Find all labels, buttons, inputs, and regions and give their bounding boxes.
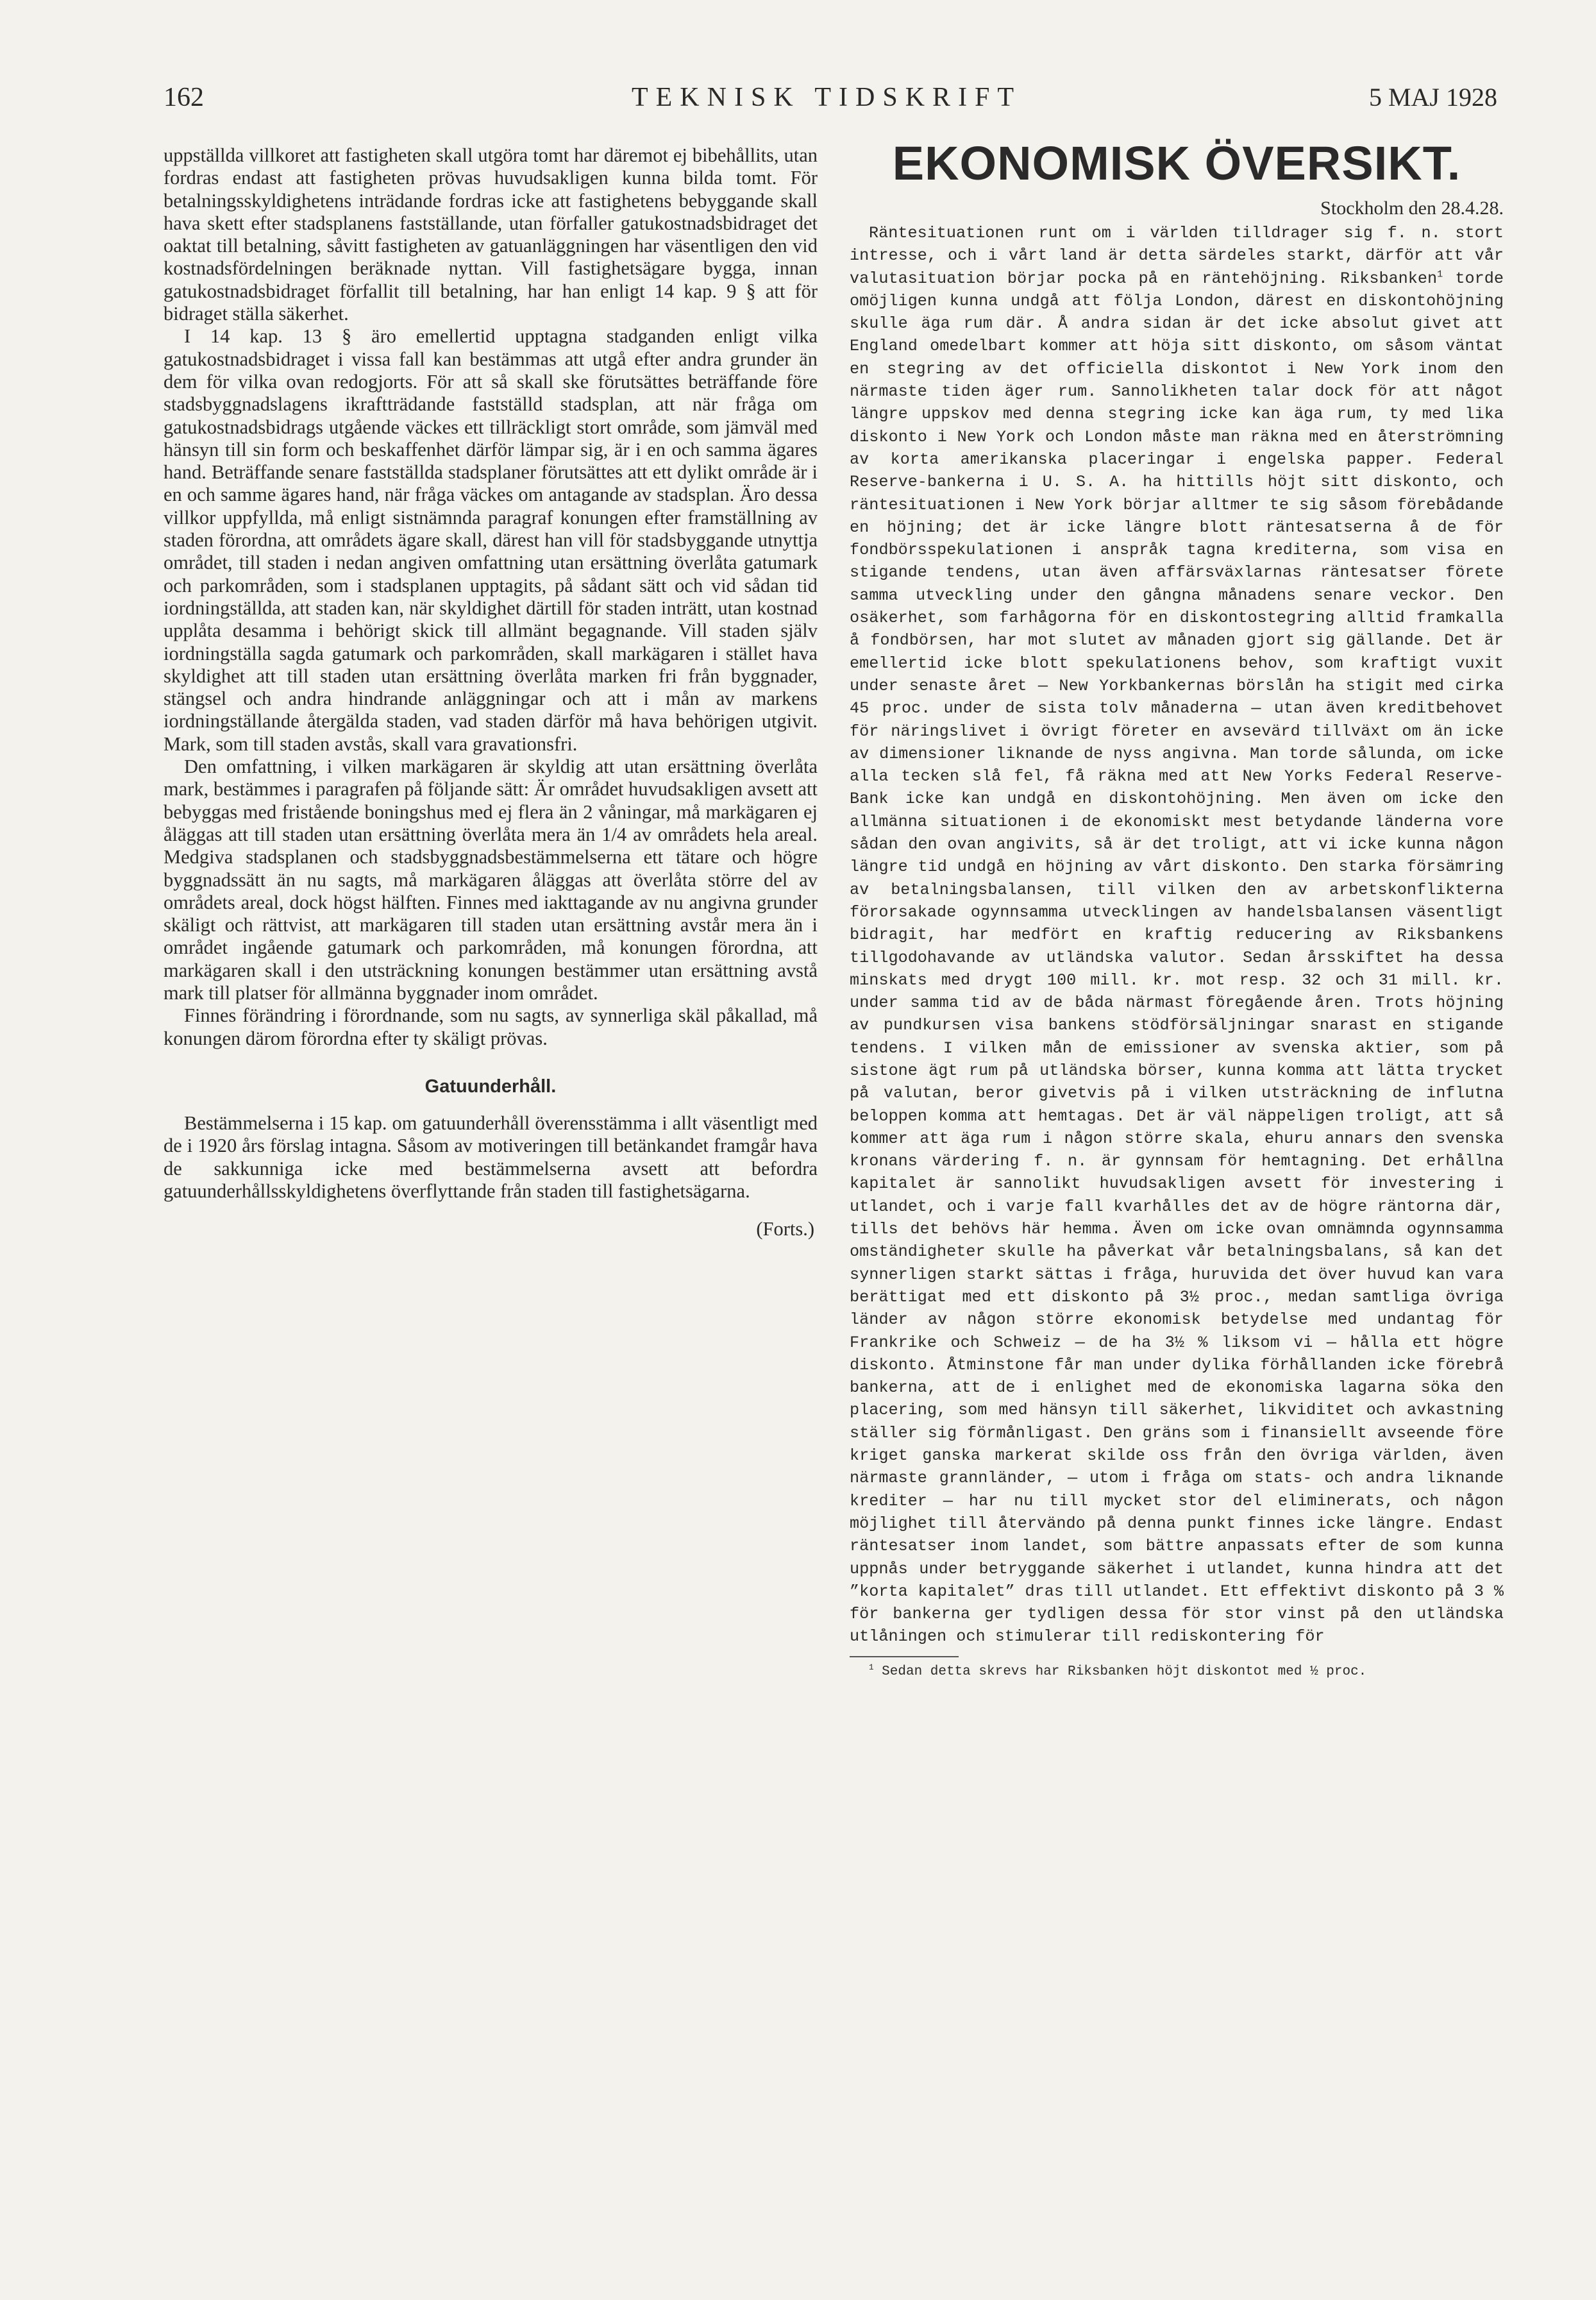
journal-title: TEKNISK TIDSKRIFT — [632, 83, 1022, 112]
footnote — [850, 1662, 1504, 1682]
left-paragraph-3: Den omfattning, i vilken markägaren är skyldig att utan ersättning överlåta mark, bestämmes i paragrafen på följande sätt: Är området huvudsakligen avsett att bebyggas med fristående boningshus med ej flera än 2 våningar, må markägaren ej åläggas att till staden utan ersättning överlåta mera än 1/4 av områdets hela areal. Medgiva stadsplanen och stadsbyggnadsbestämmelserna ett tätare och högre byggnadssätt än nu sagts, må markägaren åläggas att överlåta större del av områdets areal, dock högst hälften. Finnes med iakttagande av nu angivna grunder skäligt och rättvist, att markägaren till staden utan ersättning avstår mera än i området ingående gatumark och parkområden, må konungen förordna, att markägaren skall i den utsträckning konungen bestämmer utan ersättning avstå mark till platser för allmänna byggnader inom området. — [164, 756, 818, 1004]
economic-overview-body — [850, 222, 1504, 1648]
left-column — [164, 144, 818, 1241]
right-column — [850, 135, 1504, 1682]
dateline: Stockholm den 28.4.28. — [1320, 198, 1504, 219]
right-paragraph-1 — [850, 222, 1504, 1648]
left-paragraph-5: Bestämmelserna i 15 kap. om gatuunderhåll överensstämma i allt väsentligt med de i 1920 års förslag intagna. Såsom av motiveringen till betänkandet framgår hava de sakkunniga icke med bestämmelserna avsett att befordra gatuunderhållsskyldighetens överflyttande från staden till fastighetsägarna. — [164, 1112, 818, 1203]
paragraph-text-continued: torde omöjligen kunna undgå att följa London, därest en diskontohöjning skulle äga rum där. Å andra sidan är det icke absolut givet att England omedelbart kommer att höja sitt diskonto, om såsom väntat en stegring av det officiella diskontot i New York inom den närmaste tiden äger rum. Sannolikheten talar dock för att något längre uppskov med denna stegring icke kan äga rum, ty med lika diskonto i New York och London måste man räkna med en återströmning av korta amerikanska placeringar i engelska papper. Federal Reserve-bankerna i U. S. A. ha hittills höjt sitt diskonto, och räntesituationen i New York börjar alltmer te sig såsom förebådande en höjning; det är icke längre blott räntesatserna å de för fondbörsspekulationen i anspråk tagna krediterna, som visa en stigande tendens, utan även affärsväxlarnas räntesatser förete samma utveckling under den gångna månadens senare veckor. Den osäkerhet, som farhågorna för en diskontostegring alltid framkalla å fondbörsen, har mot slutet av månaden gjort sig gällande. Det är emellertid icke blott spekulationens behov, som kraftigt vuxit under senaste året — New Yorkbankernas börslån ha stigit med cirka 45 proc. under de sista tolv månaderna — utan även kreditbehovet för näringslivet i övrigt företer en avsevärd tillväxt om än icke av dimensioner liknande de nyss angivna. Man torde sålunda, om icke alla tecken slå fel, få räkna med att New Yorks Federal Reserve-Bank icke kan undgå en diskontohöjning. Men även om icke den allmänna situationen i de ekonomiskt mest betydande länderna vore sådan den ovan angivits, så är det troligt, att vi icke kunna någon längre tid undgå en höjning av vårt diskonto. Den starka försämring av betalningsbalansen, till vilken den av arbetskonflikterna förorsakade ogynnsamma utvecklingen av handelsbalansen väsentligt bidragit, har medfört en kraftig reducering av Riksbankens tillgodohavande av utländska valutor. Sedan årsskiftet ha dessa minskats med drygt 100 mill. kr. mot resp. 32 och 31 mill. kr. under samma tid av de båda närmast föregående åren. Trots höjning av pundkursen visa bankens stödförsäljningar snarast en stigande tendens. I vilken mån de emissioner av svenska aktier, som på sistone ägt rum på utländska börser, kunna komma att lätta trycket på valutan, beror givetvis på i vilken utsträckning de influtna beloppen komma att hemtagas. Det är väl näppeligen troligt, att så kommer att äga rum i någon större skala, ehuru annars den svenska kronans värdering f. n. är gynnsam för hemtagning. Det erhållna kapitalet är sannolikt huvudsakligen avsett för investering i utlandet, och i varje fall kvarhålles det av de högre räntorna där, tills det behövs här hemma. Även om icke ovan omnämnda ogynnsamma omständigheter skulle ha påverkat vår betalningsbalans, så kan det synnerligen starkt sättas i fråga, huruvida det över huvud kan vara berättigat med ett diskonto på 3½ proc., medan samtliga övriga länder av någon större ekonomisk betydelse med undantag för Frankrike och Schweiz — de ha 3½ % liksom vi — hålla ett högre diskonto. Åtminstone får man under dylika förhållanden icke förebrå bankerna, att de i enlighet med de ekonomiska lagarna söka den placering, som med hänsyn till säkerhet, likviditet och avkastning ställer sig förmånligast. Den gräns som i finansiellt avseende före kriget ganska markerat skilde oss från den övriga världen, även närmaste grannländer, — utom i fråga om stats- och andra liknande krediter — har nu till mycket stor del eliminerats, och någon möjlighet till återvändo på denna punkt finnes icke längre. Endast räntesatser inom landet, som bättre anpassats efter de som kunna uppnås under betryggande säkerhet i utlandet, kunna hindra att det ”korta kapitalet” dras till utlandet. Ett effektivt diskonto på 3 % för bankerna ger tydligen dessa för stor vinst på den utländska utlåningen och stimulerar till rediskontering för — [850, 269, 1504, 1646]
footnote-text: Sedan detta skrevs har Riksbanken höjt diskontot med ½ proc. — [873, 1664, 1367, 1679]
footnote-reference: 1 — [1437, 268, 1443, 280]
section-title: EKONOMISK ÖVERSIKT. — [892, 137, 1461, 190]
running-head — [164, 82, 1497, 127]
left-paragraph-4: Finnes förändring i förordnande, som nu sagts, av synnerliga skäl påkallad, må konungen därom förordna efter ty skäligt prövas. — [164, 1004, 818, 1049]
footnote-marker: 1 — [869, 1662, 874, 1672]
footnote-divider — [850, 1656, 959, 1657]
paragraph-text-start: Räntesituationen runt om i världen tilldrager sig f. n. stort intresse, och i vårt land är detta särdeles starkt, därför att vår valutasituation börjar pocka på en räntehöjning. Riksbanken — [850, 224, 1504, 288]
left-paragraph-1: uppställda villkoret att fastigheten skall utgöra tomt har däremot ej bibehållits, utan fordras endast att fastigheten prövas huvudsakligen kunna bilda tomt. För betalningsskyldighetens inträdande fordras icke att fastighetens bebyggande skall hava skett efter stadsplanens fastställande, utan förfaller gatukostnadsbidraget det oaktat till betalning, såvitt fastigheten av gatuanläggningen har väsentligen den vid kostnadsfördelningen beräknade nyttan. Vill fastighetsägare bygga, innan gatukostnadsbidraget förfallit till betalning, har han enligt 14 kap. 9 § att för bidraget ställa säkerhet. — [164, 144, 818, 325]
page-number: 162 — [164, 83, 204, 112]
issue-date: 5 MAJ 1928 — [1368, 83, 1497, 112]
continued-marker: (Forts.) — [756, 1218, 814, 1240]
left-paragraph-2: I 14 kap. 13 § äro emellertid upptagna stadganden enligt vilka gatukostnadsbidraget i vissa fall kan bestämmas att utgå efter andra grunder än dem för vilka ovan redogjorts. För att så skall ske förutsättes beträffande före stadsbyggnadslagens ikraftträdande fastställd stadsplan, att när fråga om gatukostnadsbidrags utgående väckes ett tillräckligt stort område, som jämväl med hänsyn till sin form och beskaffenhet därför lämpar sig, är i en och samma ägares hand. Beträffande senare fastställda stadsplaner förutsättes att ett dylikt område är i en och samme ägares hand, när fråga väckes om antagande av stadsplan. Äro dessa villkor uppfyllda, må enligt sistnämnda paragraf konungen efter framställning av staden förordna, att områdets ägare skall, därest han vill för stadsbyggande utnyttja området, till staden i nedan angiven omfattning utan ersättning överlåta gatumark och parkområden, som i stadsplanen upptagits, på sådant sätt och vid sådan tid iordningställda, att staden kan, när skyldighet därtill för staden inträtt, utan kostnad upplåta desamma i behörigt skick till allmänt begagnande. Vill staden själv iordningställa sagda gatumark och parkområden, skall markägaren i stället hava skyldighet att till staden utan ersättning överlåta marken fri från byggnader, stängsel och andra hindrande anläggningar och att i mån av markens iordningställande återgälda staden, vad staden därför må hava behörigen utgivit. Mark, som till staden avstås, skall vara gravationsfri. — [164, 325, 818, 755]
subheading-gatuunderhall: Gatuunderhåll. — [424, 1076, 557, 1097]
